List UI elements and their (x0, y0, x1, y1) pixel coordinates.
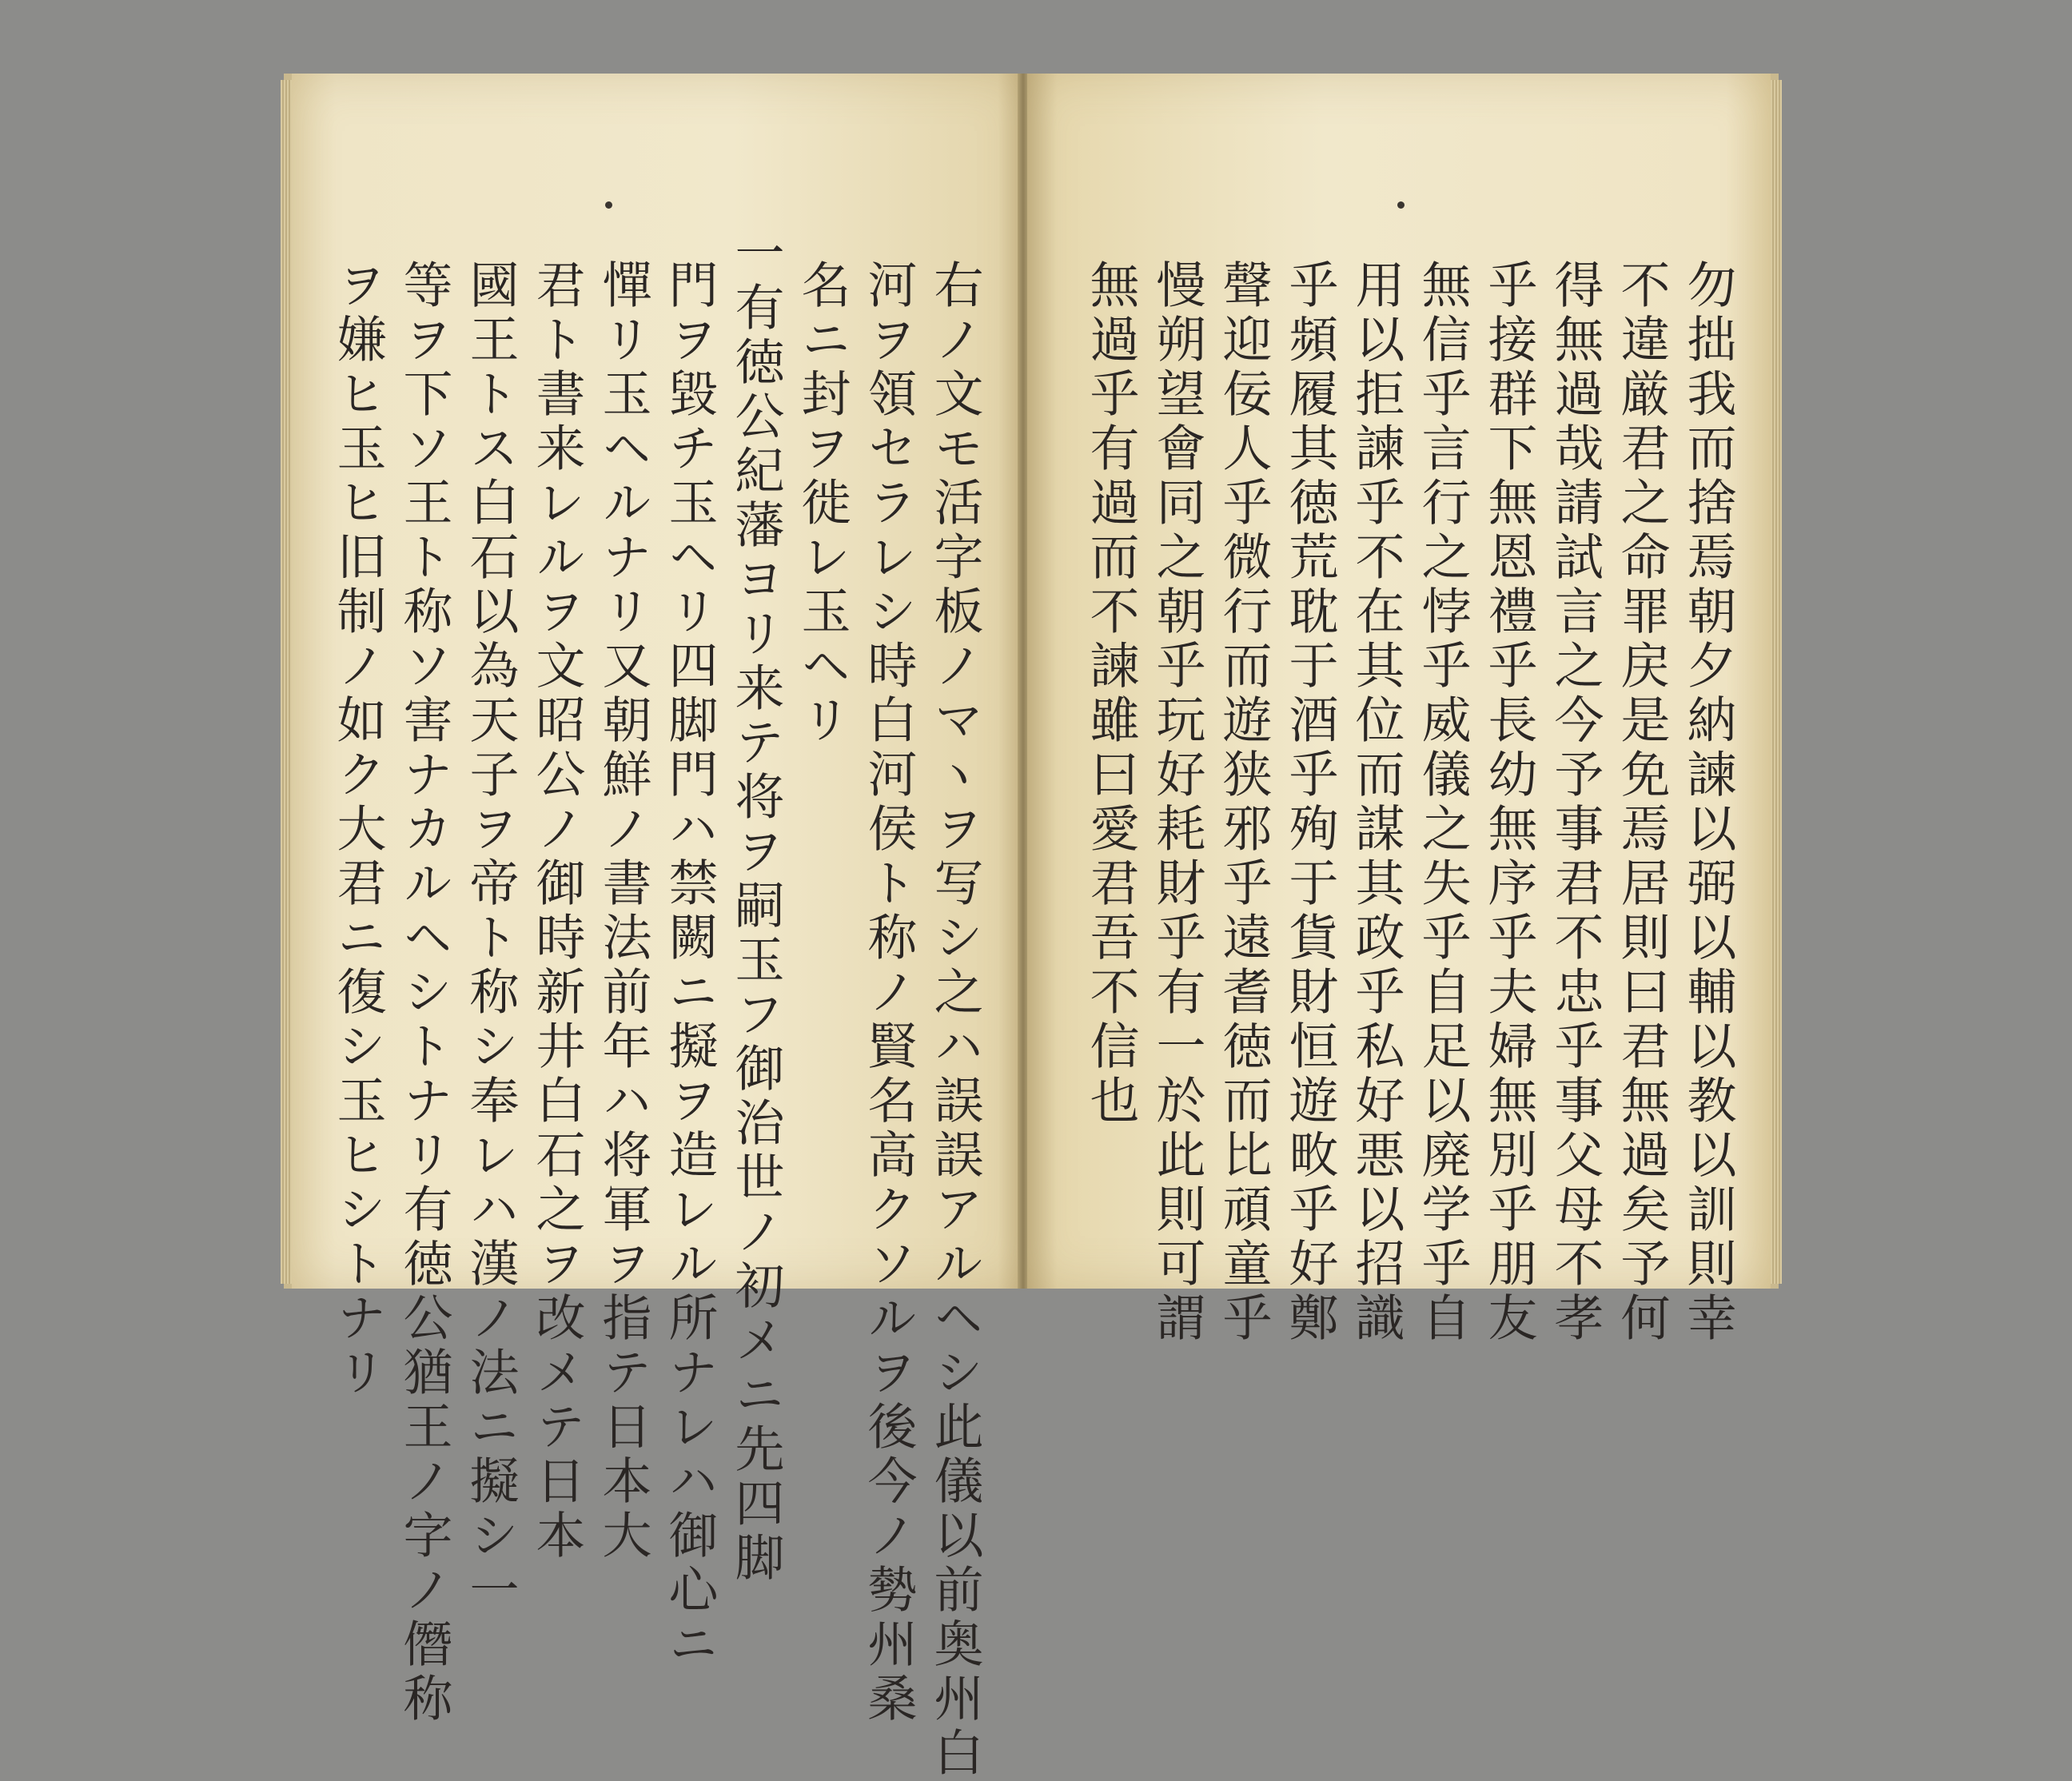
left-column-6: 憚リ玉ヘルナリ又朝鮮ノ書法前年ハ将軍ヲ指テ日本大 (594, 259, 652, 1564)
left-page-edges (281, 80, 292, 1284)
left-column-5: 門ヲ毀チ玉ヘリ四脚門ハ禁闕ニ擬ヲ造レル所ナレハ御心ニ (660, 259, 719, 1672)
ink-dot (1397, 201, 1405, 209)
right-column-3: 得無過哉請試言之今予事君不忠乎事父母不孝 (1546, 259, 1604, 1346)
right-column-2: 不違厳君之命罪戻是免焉居則曰君無過矣予何 (1612, 259, 1671, 1346)
right-page-edges (1771, 80, 1782, 1284)
left-page (284, 74, 1027, 1781)
right-column-1: 勿拙我而捨焉朝夕納諫以弼以輔以教以訓則幸 (1679, 259, 1737, 1346)
right-column-6: 用以拒諫乎不在其位而謀其政乎私好悪以招識 (1347, 259, 1405, 1346)
left-column-9: 等ヲ下ソ王ト称ソ害ナカルヘシトナリ有徳公猶王ノ字ノ僭称 (395, 259, 453, 1727)
right-column-5: 無信乎言行之悖乎威儀之失乎自足以廃学乎自 (1413, 259, 1472, 1346)
right-column-9: 慢朔望會同之朝乎玩好耗財乎有一於此則可謂 (1148, 259, 1206, 1346)
right-page (1027, 74, 1779, 1346)
right-column-10: 無過乎有過而不諫雖曰愛君吾不信也 (1082, 259, 1140, 1129)
left-column-8: 國王トス白石以為天子ヲ帝ト称シ奉レハ漢ノ法ニ擬シ一 (461, 259, 520, 1618)
open-book (284, 74, 1771, 1781)
right-column-4: 乎接群下無恩禮乎長幼無序乎夫婦無別乎朋友 (1480, 259, 1538, 1346)
left-column-10: ヲ嫌ヒ玉ヒ旧制ノ如ク大君ニ復シ玉ヒシトナリ (329, 259, 387, 1400)
left-column-2: 河ヲ領セラレシ時白河侯ト称ノ賢名高クソルヲ後今ノ勢州桑 (859, 259, 918, 1727)
left-column-7: 君ト書来レルヲ文昭公ノ御時新井白石之ヲ改メテ日本 (528, 259, 586, 1564)
left-column-3: 名ニ封ヲ徙レ玉ヘリ (793, 259, 851, 748)
ink-dot (605, 201, 612, 209)
left-column-4: 一有徳公紀藩ヨリ来テ将ヲ嗣玉フ御治世ノ初メニ先四脚 (727, 227, 785, 1586)
left-column-1: 右ノ文モ活字板ノマヽヲ写シ之ハ誤誤アルヘシ此儀以前奥州白 (926, 259, 984, 1781)
right-column-8: 聲迎佞人乎微行而遊狭邪乎遠耆徳而比頑童乎 (1214, 259, 1273, 1346)
right-column-7: 乎頻履其徳荒耽于酒乎殉于貨財恒遊畋乎好鄭 (1281, 259, 1339, 1346)
